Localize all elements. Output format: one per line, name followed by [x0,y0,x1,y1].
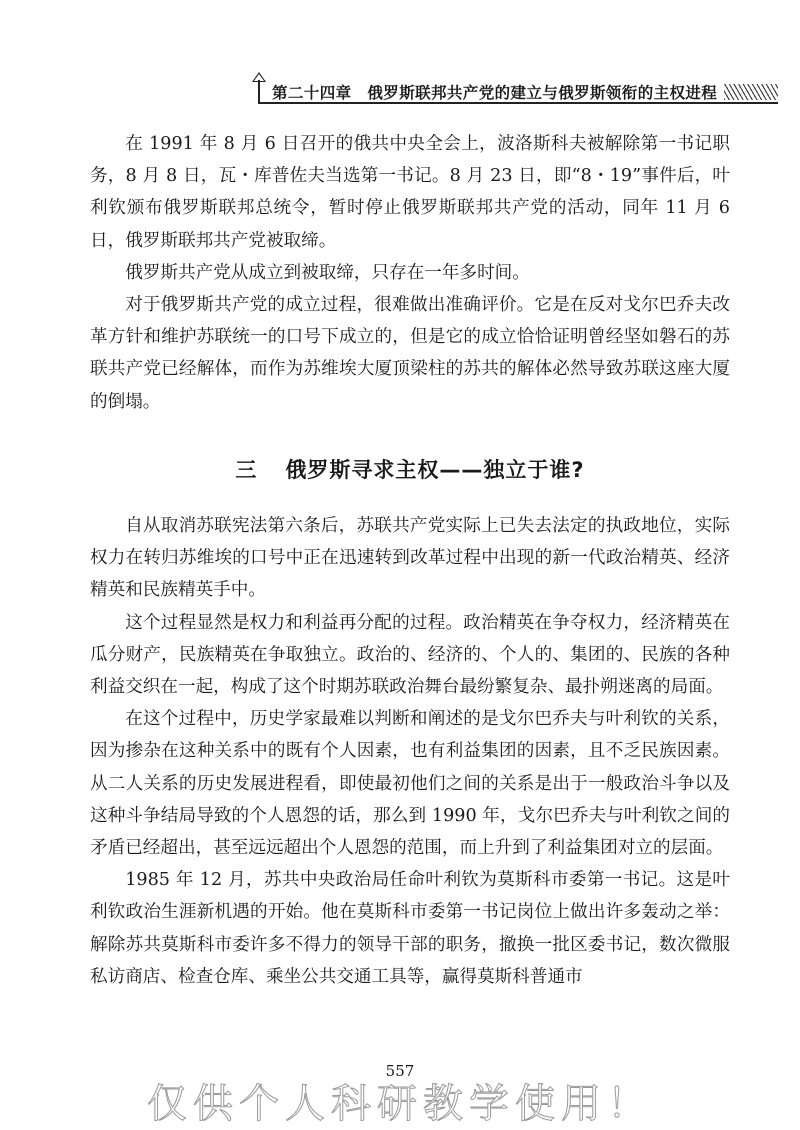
page-body [90,128,730,993]
hatch-decoration [724,84,778,100]
paragraph: 俄罗斯共产党从成立到被取缔，只存在一年多时间。 [125,262,530,283]
paragraph: 自从取消苏联宪法第六条后，苏联共产党实际上已失去法定的执政地位，实际权力在转归苏维埃的口号中正在迅速转到改革过程中出现的新一代政治精英、经济精英和民族精英手中。 [90,516,730,601]
paragraph: 在这个过程中，历史学家最难以判断和阐述的是戈尔巴乔夫与叶利钦的关系，因为掺杂在这种关系中的既有个人因素，也有利益集团的因素，且不乏民族因素。从二人关系的历史发展进程看，即使最初他们之间的关系是出于一般政治斗争以及这种斗争结局导致的个人恩怨的话，那么到 1990 年，戈尔巴乔夫与叶利钦之间的矛盾已经超出，甚至远远超出个人恩怨的范围，而上升到了利益集团对立的层面。 [90,709,730,859]
page-number: 557 [385,1062,415,1080]
paragraph: 对于俄罗斯共产党的成立过程，很难做出准确评价。它是在反对戈尔巴乔夫改革方针和维护苏联统一的口号下成立的，但是它的成立恰恰证明曾经坚如磐石的苏联共产党已经解体，而作为苏维埃大厦顶梁柱的苏共的解体必然导致苏联这座大厦的倒塌。 [90,295,730,412]
running-header [248,72,778,112]
watermark: 仅供个人科研教学使用！ [147,1081,653,1127]
paragraph: 这个过程显然是权力和利益再分配的过程。政治精英在争夺权力，经济精英在瓜分财产，民族精英在争取独立。政治的、经济的、个人的、集团的、民族的各种利益交织在一起，构成了这个时期苏联政治舞台最纷繁复杂、最扑朔迷离的局面。 [90,612,730,698]
section-number: 三 [235,457,258,482]
section-heading [90,454,730,486]
section-title-text: 俄罗斯寻求主权——独立于谁? [285,457,585,482]
paragraph: 在 1991 年 8 月 6 日召开的俄共中央全会上，波洛斯科夫被解除第一书记职务，8 月 8 日，瓦・库普佐夫当选第一书记。8 月 23 日，即“8・19”事件后，叶利钦颁布俄罗斯联邦总统令，暂时停止俄罗斯联邦共产党的活动，同年 11 月 6 日，俄罗斯联邦共产党被取缔。 [90,134,730,251]
header-vertical-rule [258,80,260,104]
paragraph: 1985 年 12 月，苏共中央政治局任命叶利钦为莫斯科市委第一书记。这是叶利钦政治生涯新机遇的开始。他在莫斯科市委第一书记岗位上做出许多轰动之举：解除苏共莫斯科市委许多不得力的领导干部的职务，撤换一批区委书记，数次微服私访商店、检查仓库、乘坐公共交通工具等，赢得莫斯科普通市 [90,870,730,987]
chapter-title: 第二十四章 俄罗斯联邦共产党的建立与俄罗斯领衔的主权进程 [272,84,718,102]
